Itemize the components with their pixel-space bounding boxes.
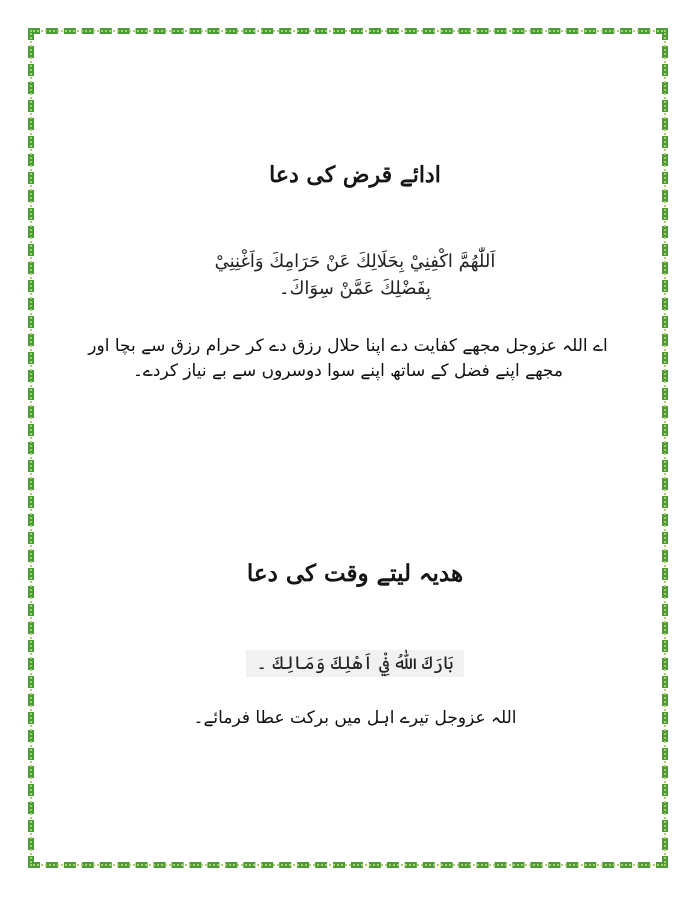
arabic-line: بِفَضْلِكَ عَمَّنْ سِوَاكَ۔ bbox=[279, 278, 431, 299]
translation-line: مجھے اپنے فضل کے ساتھ اپنے سوا دوسروں سے بے نیاز کردے۔ bbox=[132, 360, 564, 381]
translation-debt-dua bbox=[88, 334, 608, 383]
translation-gift-dua: اللہ عزوجل تیرے اہل میں برکت عطا فرمائے۔ bbox=[193, 708, 517, 728]
section-title-debt-dua: ادائے قرض کی دعا bbox=[269, 162, 441, 188]
arabic-text-debt-dua bbox=[120, 248, 590, 302]
translation-line: اے اللہ عزوجل مجھے کفایت دے اپنا حلال رزق دے کر حرام رزق سے بچا اور bbox=[88, 336, 608, 356]
arabic-line: اَللّٰهُمَّ اكْفِنِيْ بِحَلَالِكَ عَنْ حَرَامِكَ وَاَغْنِنِيْ bbox=[214, 251, 496, 272]
decorative-border bbox=[28, 28, 668, 868]
arabic-line: بَارَكَ اللّٰهُ فِيْ اَهْلِكَ وَمَالِكَ ۔ bbox=[246, 650, 463, 677]
section-title-gift-dua: ھدیہ لیتے وقت کی دعا bbox=[246, 560, 464, 587]
arabic-text-gift-dua bbox=[120, 650, 590, 677]
